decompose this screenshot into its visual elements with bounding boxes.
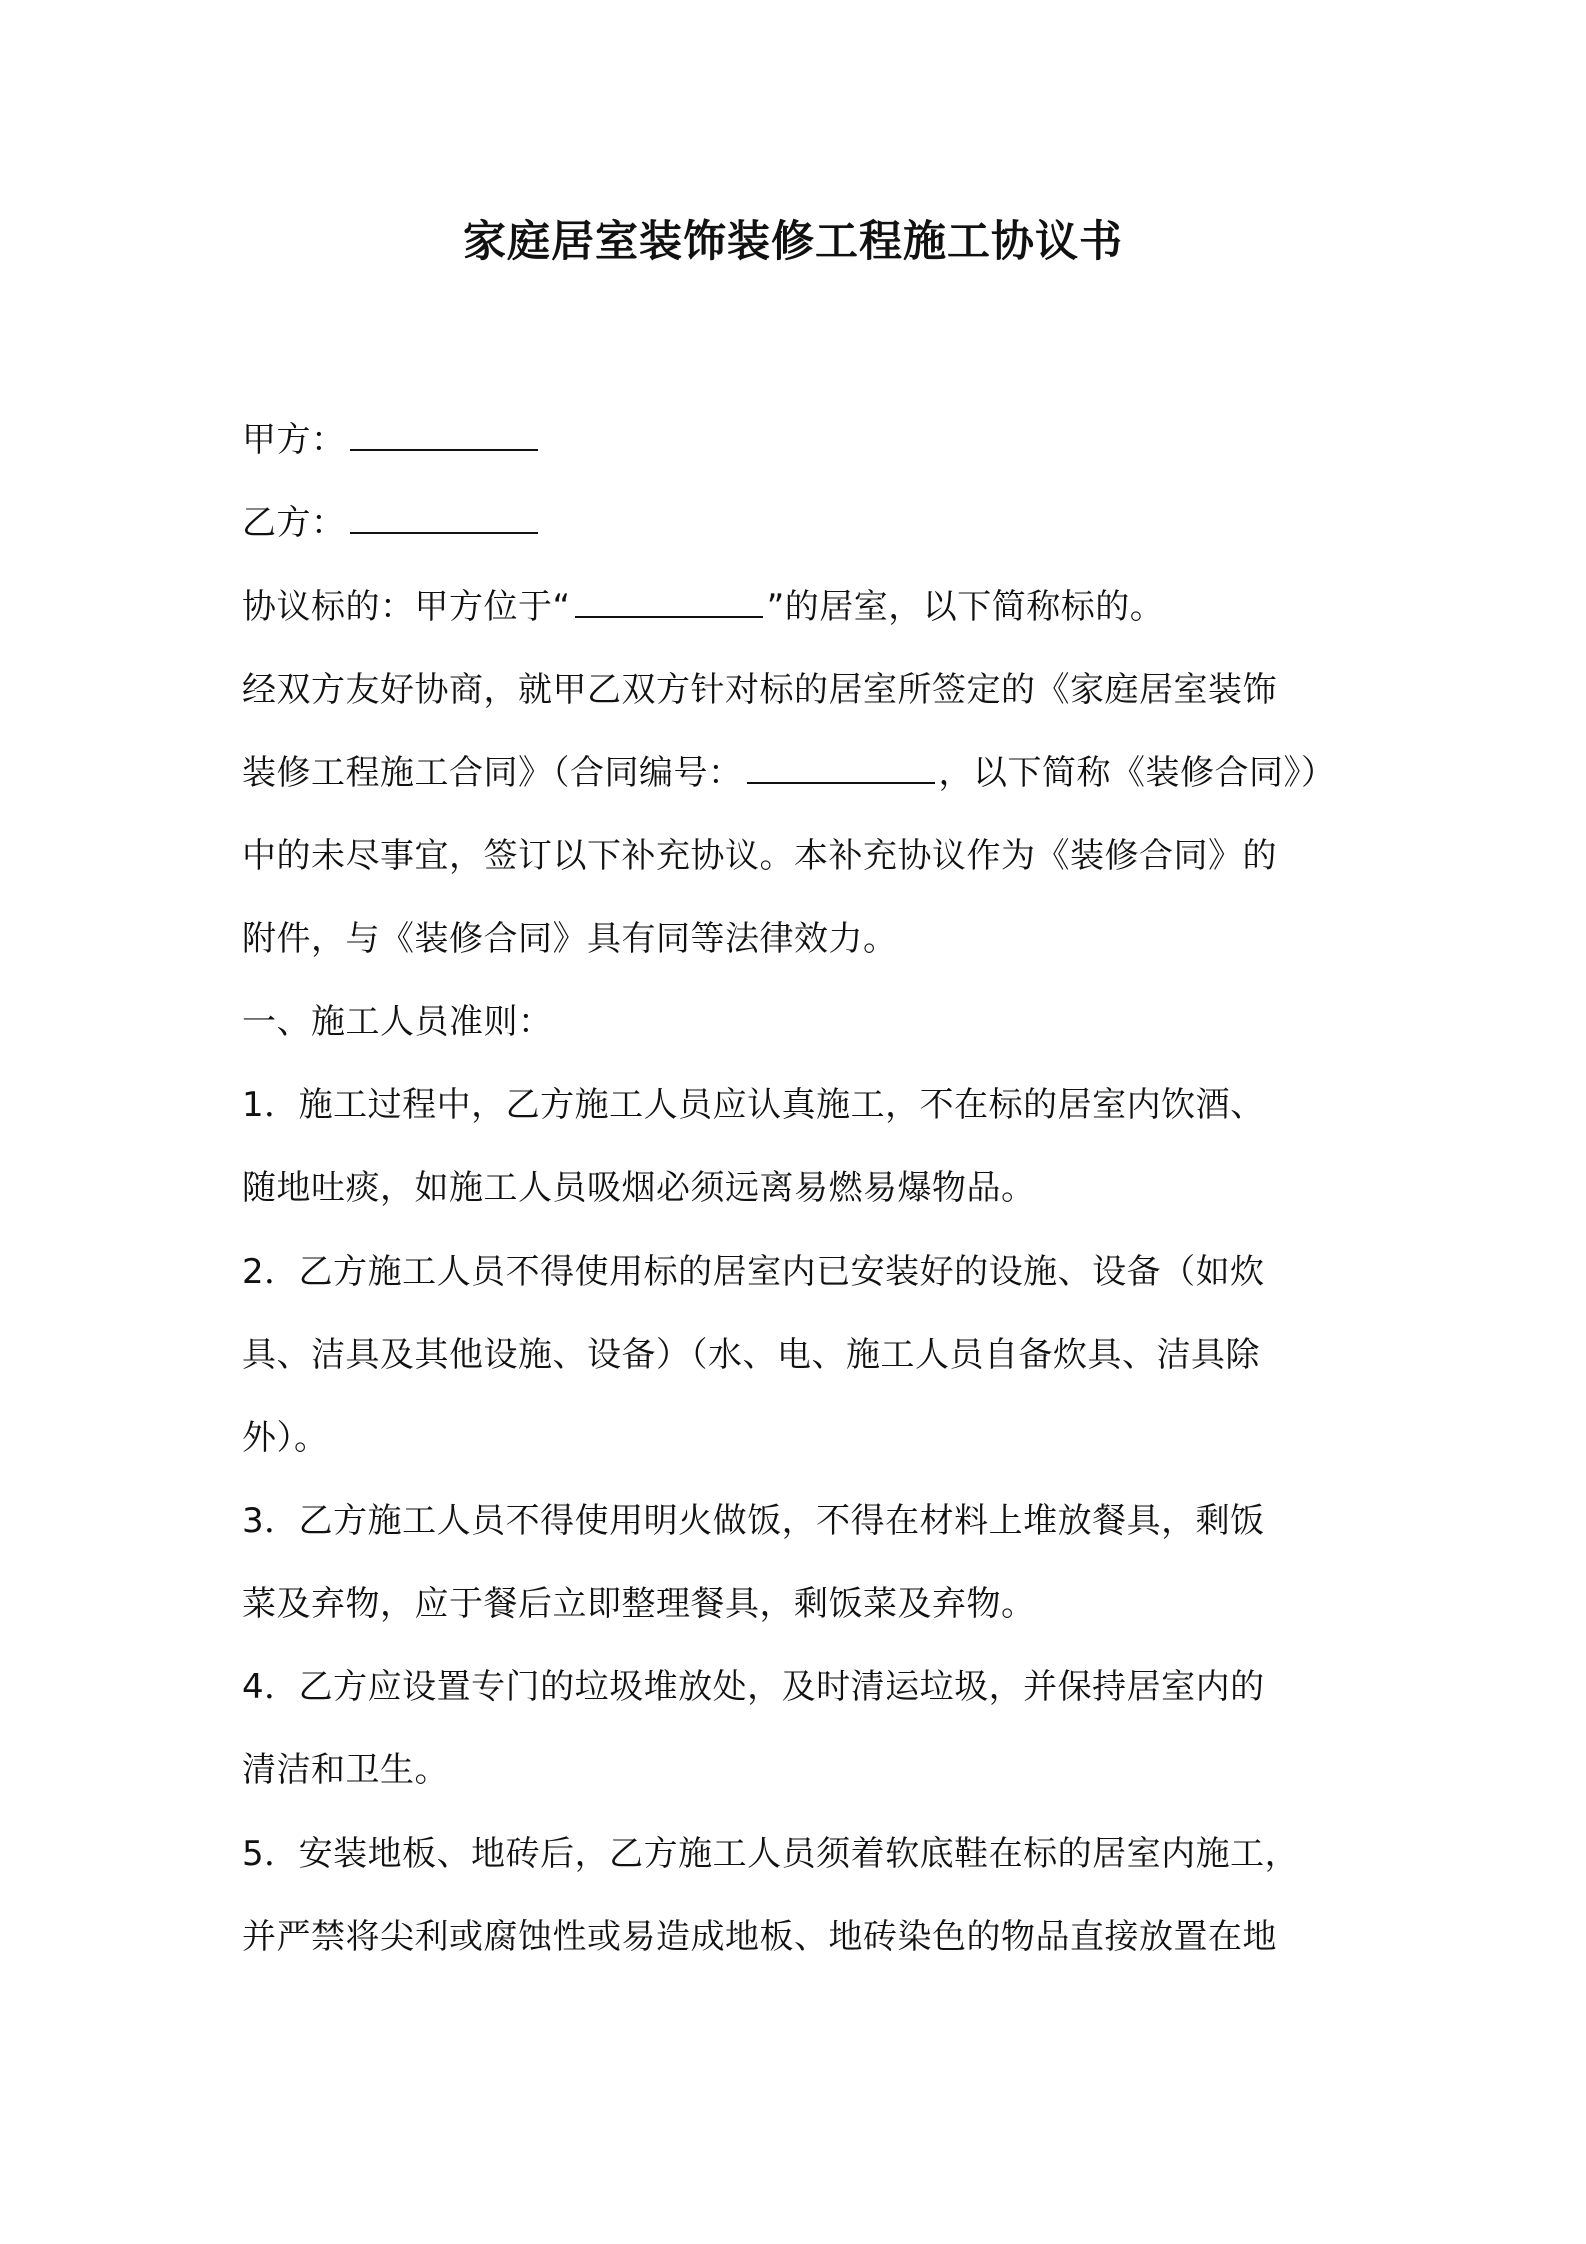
party-b-label: 乙方： (242, 503, 346, 543)
party-b-blank[interactable] (350, 502, 538, 534)
document-title: 家庭居室装饰装修工程施工协议书 (463, 217, 1123, 267)
rule-line: 1．施工过程中，乙方施工人员应认真施工，不在标的居室内饮酒、 (242, 1085, 1265, 1125)
intro-line-4: 附件，与《装修合同》具有同等法律效力。 (242, 919, 898, 959)
rule-line: 5．安装地板、地砖后，乙方施工人员须着软底鞋在标的居室内施工， (242, 1834, 1300, 1874)
party-a-line (242, 415, 542, 465)
rule-line: 具、洁具及其他设施、设备）（水、电、施工人员自备炊具、洁具除 (242, 1335, 1260, 1375)
subject-suffix: ”的居室，以下简称标的。 (766, 587, 1165, 627)
subject-address-blank[interactable] (575, 586, 763, 618)
rule-line: 菜及弃物，应于餐后立即整理餐具，剩饭菜及弃物。 (242, 1584, 1036, 1624)
intro-contract-label: 装修工程施工合同》（合同编号： (242, 753, 743, 793)
contract-number-blank[interactable] (747, 752, 935, 784)
party-b-line (242, 498, 542, 548)
rule-line: 随地吐痰，如施工人员吸烟必须远离易燃易爆物品。 (242, 1168, 1036, 1208)
subject-line (242, 582, 1164, 632)
rule-line: 2．乙方施工人员不得使用标的居室内已安装好的设施、设备（如炊 (242, 1252, 1265, 1292)
party-a-blank[interactable] (350, 419, 538, 451)
intro-line-3: 中的未尽事宜，签订以下补充协议。本补充协议作为《装修合同》的 (242, 836, 1277, 876)
rule-line: 清洁和卫生。 (242, 1750, 449, 1790)
rule-line: 并严禁将尖利或腐蚀性或易造成地板、地砖染色的物品直接放置在地 (242, 1917, 1277, 1957)
party-a-label: 甲方： (242, 420, 346, 460)
intro-contract-suffix: ，以下简称《装修合同》） (938, 753, 1336, 793)
rule-line: 3．乙方施工人员不得使用明火做饭，不得在材料上堆放餐具，剩饭 (242, 1501, 1265, 1541)
rule-line: 4．乙方应设置专门的垃圾堆放处，及时清运垃圾，并保持居室内的 (242, 1667, 1265, 1707)
section-1-heading: 一、施工人员准则： (242, 1002, 553, 1042)
subject-prefix: 协议标的：甲方位于“ (242, 587, 571, 627)
intro-line-1: 经双方友好协商，就甲乙双方针对标的居室所签定的《家庭居室装饰 (242, 670, 1277, 710)
intro-line-2 (242, 748, 1336, 798)
rule-line: 外）。 (242, 1418, 329, 1458)
